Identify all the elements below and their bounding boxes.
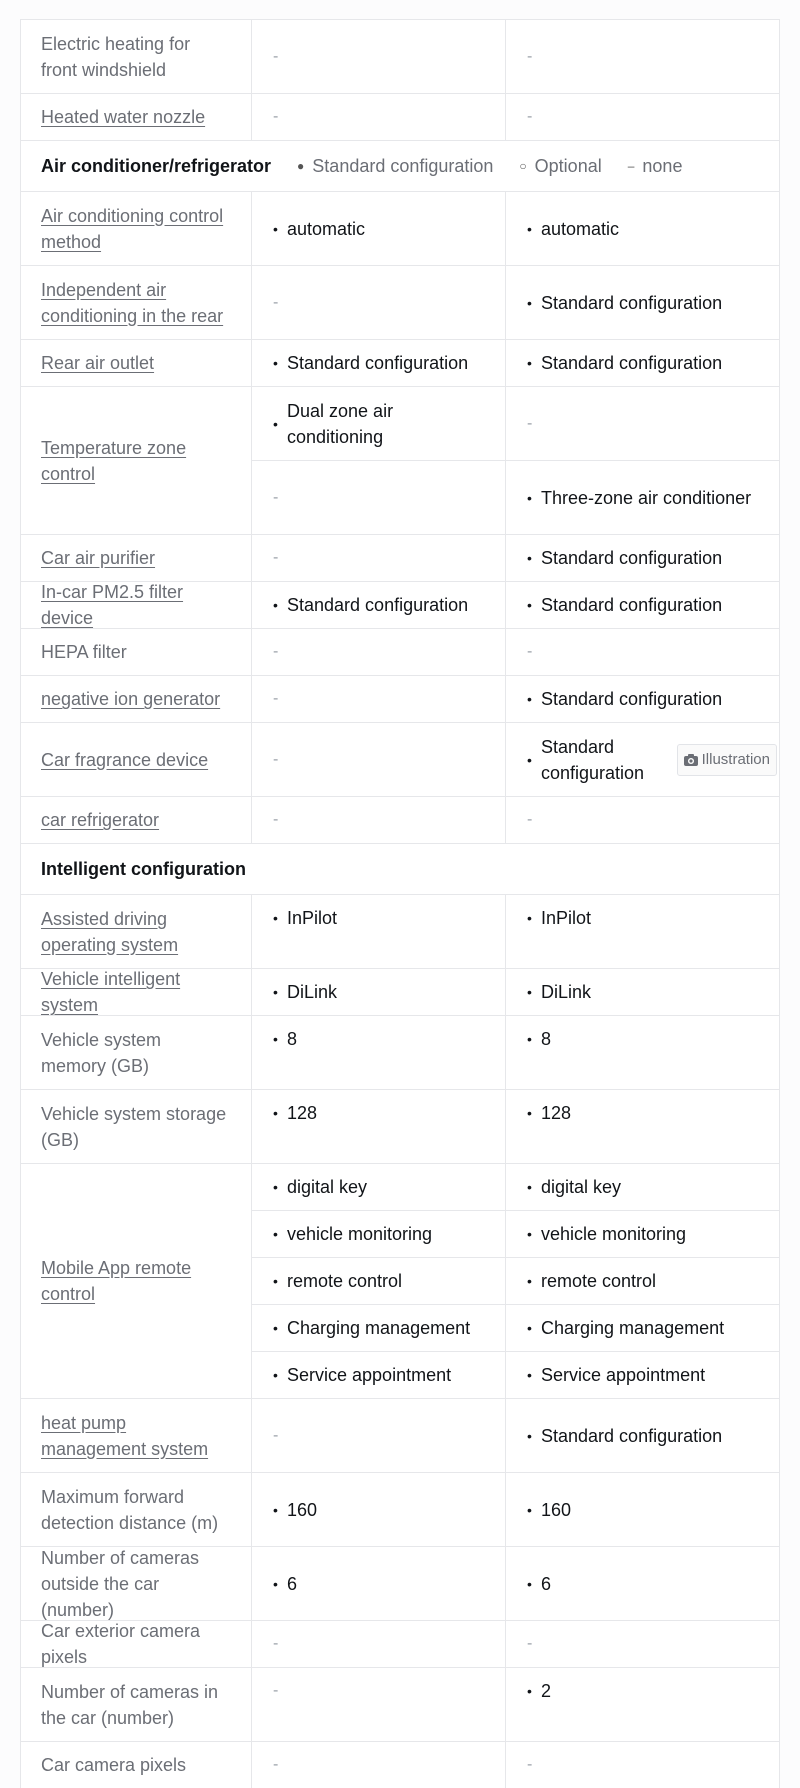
table-row	[21, 1163, 779, 1398]
table-row	[21, 894, 779, 968]
row-label-link[interactable]: Assisted driving operating system	[21, 895, 252, 968]
value-cell: • 2	[505, 1668, 779, 1741]
standard-dot-icon: •	[273, 1226, 278, 1242]
value-cell: • Standard configuration	[505, 340, 779, 386]
value-cell: • Three-zone air conditioner	[505, 461, 779, 534]
table-row	[21, 1741, 779, 1788]
standard-dot-icon: •	[527, 1031, 532, 1047]
value-cell: • Charging management	[252, 1305, 505, 1351]
table-row	[21, 19, 779, 93]
standard-dot-icon: •	[273, 1179, 278, 1195]
value-cell: • InPilot	[252, 895, 505, 968]
camera-icon	[684, 754, 698, 766]
standard-dot-icon: •	[527, 1320, 532, 1336]
standard-dot-icon: •	[527, 1501, 532, 1518]
standard-dot-icon: •	[527, 294, 532, 311]
row-label-link[interactable]: Mobile App remote control	[21, 1164, 252, 1398]
table-row	[21, 1015, 779, 1089]
row-label-link[interactable]: Vehicle intelligent system	[21, 969, 252, 1015]
row-label-link[interactable]: Temperature zone control	[21, 387, 252, 534]
value-cell: -	[505, 387, 779, 460]
value-cell: • DiLink	[505, 969, 779, 1015]
row-label-link[interactable]: negative ion generator	[21, 676, 252, 722]
legend-optional: ○ Optional	[519, 155, 602, 176]
table-row	[21, 1546, 779, 1620]
table-row	[21, 675, 779, 722]
value-cell: • Standard configuration Illustration	[505, 723, 779, 796]
standard-dot-icon: •	[527, 910, 532, 926]
row-label-link[interactable]: Heated water nozzle	[21, 94, 252, 140]
standard-dot-icon: •	[273, 1501, 278, 1518]
value-cell: -	[505, 629, 779, 675]
value-cell: -	[273, 293, 279, 311]
section-header-air	[21, 140, 779, 191]
optional-circle-icon: ○	[519, 159, 527, 173]
value-cell: • 6	[505, 1547, 779, 1620]
value-cell: • digital key	[252, 1164, 505, 1210]
table-row	[21, 1472, 779, 1546]
value-cell: -	[273, 47, 279, 65]
value-cell: -	[273, 1682, 279, 1699]
standard-dot-icon: •	[527, 1575, 532, 1592]
value-cell: • 128	[505, 1090, 779, 1163]
standard-dot-icon: •	[273, 984, 278, 1000]
standard-dot-icon: •	[527, 984, 532, 1000]
row-label: Number of cameras in the car (number)	[21, 1668, 252, 1741]
standard-dot-icon: •	[273, 597, 278, 613]
value-cell: -	[273, 643, 279, 660]
table-row	[21, 1089, 779, 1163]
row-label: Vehicle system storage (GB)	[21, 1090, 252, 1163]
value-cell: -	[273, 108, 279, 125]
table-row	[21, 581, 779, 628]
standard-dot-icon: ●	[297, 159, 305, 173]
legend-none: – none	[627, 155, 683, 176]
standard-dot-icon: •	[527, 751, 532, 768]
row-label: Number of cameras outside the car (number)	[21, 1547, 252, 1620]
row-label-link[interactable]: Independent air conditioning in the rear	[21, 266, 252, 339]
standard-dot-icon: •	[273, 1105, 278, 1121]
value-cell: -	[273, 1635, 279, 1652]
value-cell: -	[273, 750, 279, 768]
standard-dot-icon: •	[273, 220, 278, 237]
standard-dot-icon: •	[273, 1273, 278, 1289]
value-cell: • Dual zone air conditioning	[273, 400, 394, 447]
row-label: Electric heating for front windshield	[21, 20, 252, 93]
value-cell: -	[505, 20, 779, 93]
table-row	[21, 386, 779, 534]
table-row	[21, 968, 779, 1015]
value-cell: • Standard configuration	[505, 582, 779, 628]
row-label-link[interactable]: Rear air outlet	[21, 340, 252, 386]
row-label: Car camera pixels	[21, 1742, 252, 1788]
value-cell: • Standard configuration	[505, 266, 779, 339]
standard-dot-icon: •	[527, 1226, 532, 1242]
standard-dot-icon: •	[527, 691, 532, 707]
value-cell: -	[505, 797, 779, 843]
value-cell: -	[505, 1742, 779, 1788]
value-cell: • DiLink	[252, 969, 505, 1015]
none-dash-icon: –	[627, 159, 635, 173]
table-row	[21, 339, 779, 386]
value-cell: • InPilot	[505, 895, 779, 968]
table-row	[21, 265, 779, 339]
standard-dot-icon: •	[273, 1320, 278, 1336]
standard-dot-icon: •	[273, 910, 278, 926]
value-cell: -	[505, 1621, 779, 1667]
table-row	[21, 1620, 779, 1667]
standard-dot-icon: •	[273, 1031, 278, 1047]
value-cell: • 160	[505, 1473, 779, 1546]
standard-dot-icon: •	[527, 1367, 532, 1383]
standard-dot-icon: •	[273, 1575, 278, 1592]
section-title: Intelligent configuration	[41, 858, 246, 879]
table-row	[21, 796, 779, 843]
row-label-link[interactable]: Car fragrance device	[21, 723, 252, 796]
row-label-link[interactable]: car refrigerator	[21, 797, 252, 843]
value-cell: • Standard configuration	[505, 535, 779, 581]
standard-dot-icon: •	[273, 1367, 278, 1383]
standard-dot-icon: •	[527, 220, 532, 237]
standard-dot-icon: •	[273, 415, 278, 432]
value-cell: -	[273, 1426, 279, 1444]
value-cell: • Service appointment	[505, 1352, 779, 1398]
value-cell: -	[505, 94, 779, 140]
row-label: HEPA filter	[21, 629, 252, 675]
value-cell: -	[273, 488, 279, 506]
row-label: Maximum forward detection distance (m)	[21, 1473, 252, 1546]
value-cell: • Standard configuration	[252, 582, 505, 628]
standard-dot-icon: •	[527, 1179, 532, 1195]
section-header-intelligent	[21, 843, 779, 894]
row-label: Car exterior camera pixels	[21, 1621, 252, 1667]
table-row	[21, 534, 779, 581]
row-label-link[interactable]: heat pump management system	[21, 1399, 252, 1472]
value-cell: • Standard configuration	[505, 1399, 779, 1472]
row-label-link[interactable]: Car air purifier	[21, 535, 252, 581]
value-cell: -	[273, 1756, 279, 1773]
table-row	[21, 1667, 779, 1741]
table-row	[21, 93, 779, 140]
table-row	[21, 722, 779, 796]
value-cell: • vehicle monitoring	[252, 1211, 505, 1257]
value-cell: • Service appointment	[252, 1352, 505, 1398]
value-cell: • remote control	[252, 1258, 505, 1304]
standard-dot-icon: •	[527, 1683, 532, 1699]
value-cell: • 6	[252, 1547, 505, 1620]
row-label: Vehicle system memory (GB)	[21, 1016, 252, 1089]
value-cell: • Standard configuration	[505, 676, 779, 722]
section-title: Air conditioner/refrigerator	[41, 155, 272, 176]
legend-standard: ● Standard configuration	[297, 155, 494, 176]
value-cell: -	[273, 811, 279, 828]
standard-dot-icon: •	[527, 1427, 532, 1444]
value-cell: • 160	[252, 1473, 505, 1546]
value-cell: • remote control	[505, 1258, 779, 1304]
value-cell: • Standard configuration	[252, 340, 505, 386]
value-cell: • automatic	[505, 192, 779, 265]
value-cell: -	[273, 690, 279, 707]
value-cell: • 128	[252, 1090, 505, 1163]
standard-dot-icon: •	[527, 489, 532, 506]
standard-dot-icon: •	[527, 597, 532, 613]
value-cell: • 8	[252, 1016, 505, 1089]
table-row	[21, 628, 779, 675]
value-cell: • 8	[505, 1016, 779, 1089]
table-row	[21, 1398, 779, 1472]
value-cell: • automatic	[252, 192, 505, 265]
standard-dot-icon: •	[527, 1105, 532, 1121]
standard-dot-icon: •	[527, 550, 532, 566]
standard-dot-icon: •	[527, 1273, 532, 1289]
row-label-link[interactable]: In-car PM2.5 filter device	[21, 582, 252, 628]
row-label-link[interactable]: Air conditioning control method	[21, 192, 252, 265]
standard-dot-icon: •	[273, 355, 278, 371]
illustration-button[interactable]: Illustration	[677, 744, 777, 776]
standard-dot-icon: •	[527, 355, 532, 371]
value-cell: -	[273, 549, 279, 566]
value-cell: • digital key	[505, 1164, 779, 1210]
table-row	[21, 191, 779, 265]
value-cell: • vehicle monitoring	[505, 1211, 779, 1257]
spec-table	[20, 19, 780, 1788]
value-cell: • Charging management	[505, 1305, 779, 1351]
legend	[297, 156, 708, 177]
